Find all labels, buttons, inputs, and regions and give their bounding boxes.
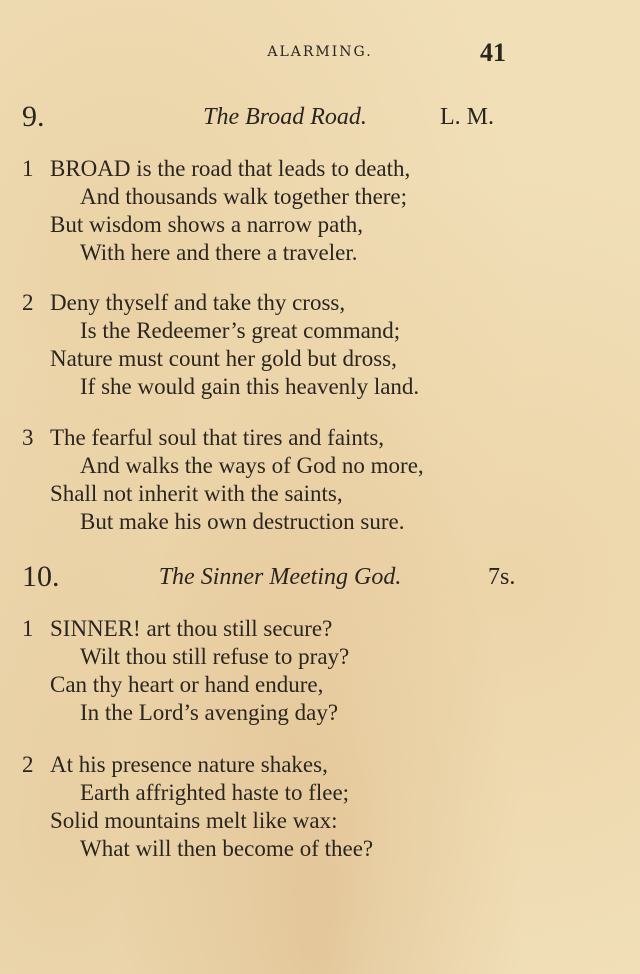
verse-line: SINNER! art thou still secure? <box>50 616 333 641</box>
verse-line: The fearful soul that tires and faints, <box>50 425 385 450</box>
verse-line: Deny thyself and take thy cross, <box>50 290 346 315</box>
hymn-heading <box>0 560 640 600</box>
verse-number: 1 <box>22 616 34 641</box>
hymn-heading <box>0 100 640 140</box>
verse-line: Can thy heart or hand endure, <box>50 672 324 697</box>
verse-line: Wilt thou still refuse to pray? <box>80 644 350 669</box>
hymn-meter: 7s. <box>488 564 516 590</box>
verse-line: But make his own destruction sure. <box>80 509 405 534</box>
verse-line: Shall not inherit with the saints, <box>50 481 343 506</box>
verse-line: Earth affrighted haste to flee; <box>80 780 350 805</box>
verse-line: And thousands walk together there; <box>80 184 408 209</box>
verse-line: At his presence nature shakes, <box>50 752 328 777</box>
verse-line: With here and there a traveler. <box>80 240 358 265</box>
verse-number: 1 <box>22 156 34 181</box>
verse-number: 3 <box>22 425 34 450</box>
verse-line: Solid mountains melt like wax: <box>50 808 338 833</box>
verse-line: In the Lord’s avenging day? <box>80 700 339 725</box>
verse-line: If she would gain this heavenly land. <box>80 374 420 399</box>
verse-line: BROAD is the road that leads to death, <box>50 156 411 181</box>
verse-number: 2 <box>22 752 34 777</box>
verse-line: But wisdom shows a narrow path, <box>50 212 364 237</box>
page-number: 41 <box>480 38 506 67</box>
hymn-number: 10. <box>22 560 60 593</box>
verse-line: Nature must count her gold but dross, <box>50 346 397 371</box>
hymn-number: 9. <box>22 100 45 133</box>
hymn-title: The Broad Road. <box>203 104 367 130</box>
verse-line: What will then become of thee? <box>80 836 374 861</box>
running-head: ALARMING. <box>267 44 373 60</box>
verse-number: 2 <box>22 290 34 315</box>
verse-line: Is the Redeemer’s great command; <box>80 318 401 343</box>
verse-line: And walks the ways of God no more, <box>80 453 424 478</box>
hymn-meter: L. M. <box>440 104 494 130</box>
hymn-title: The Sinner Meeting God. <box>158 564 402 590</box>
